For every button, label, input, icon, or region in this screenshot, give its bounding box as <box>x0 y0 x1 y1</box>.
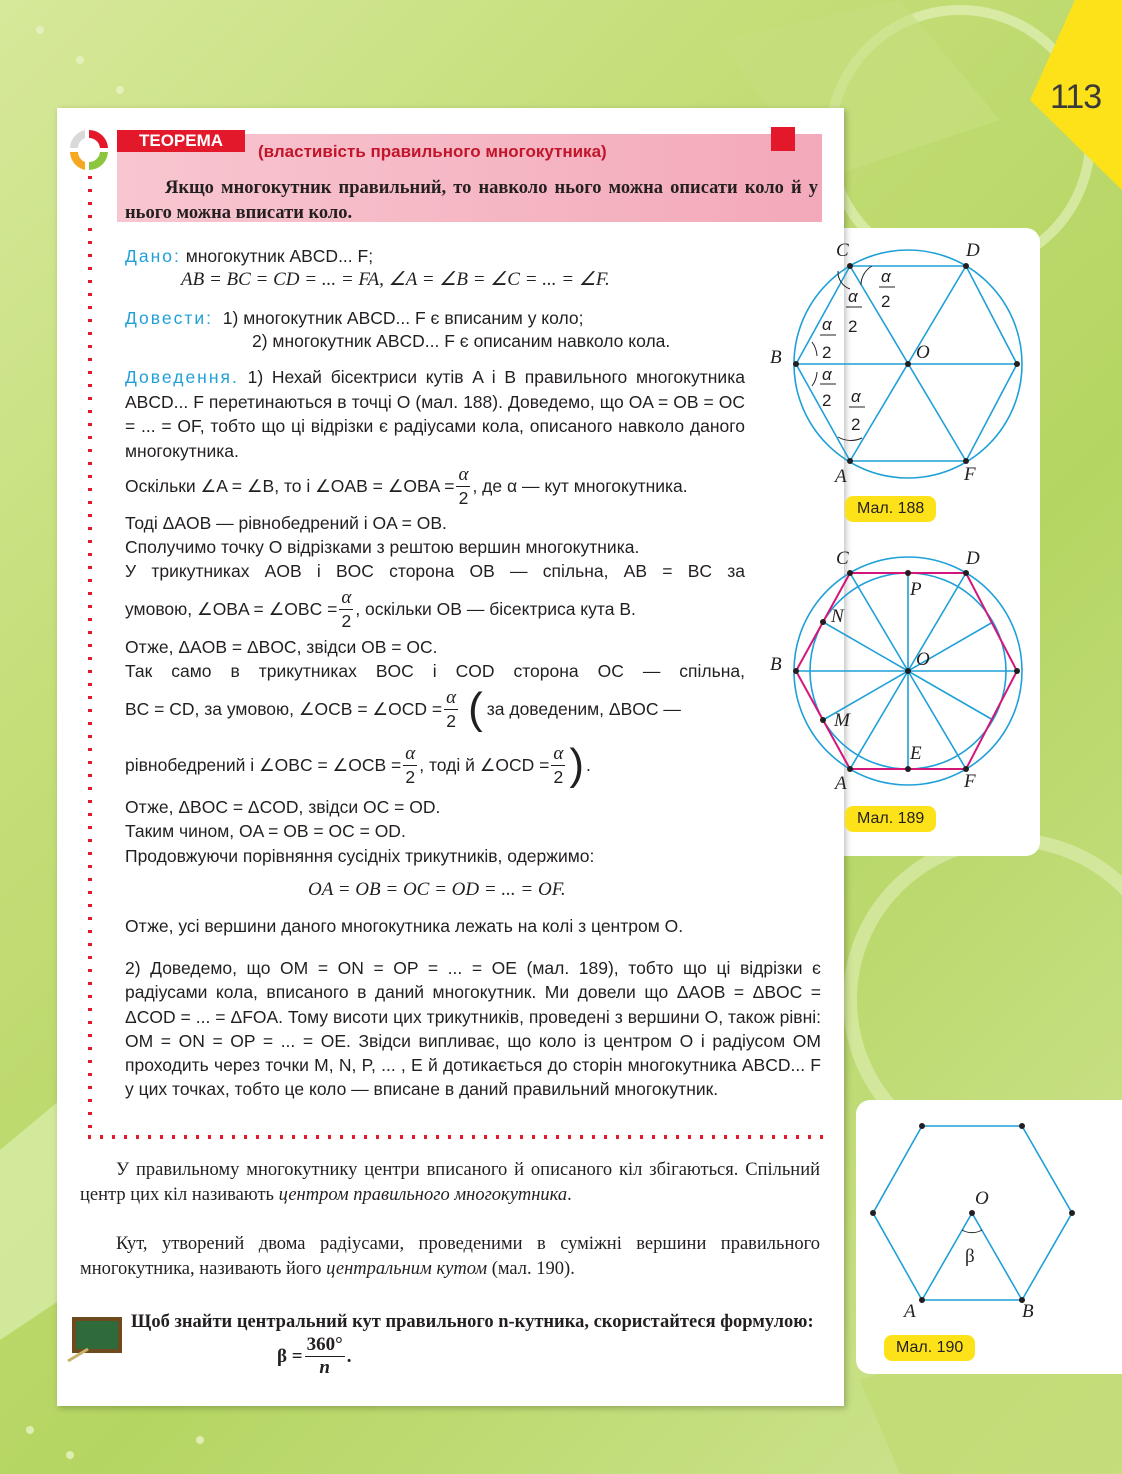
fig190-label-b: B <box>1022 1301 1034 1322</box>
fraction-den: 2 <box>553 766 564 787</box>
proof-then: Тоді ΔAOB — рівнобедрений і OA = OB. <box>125 513 447 533</box>
svg-text:2: 2 <box>848 317 858 336</box>
given-label: Дано: <box>125 246 181 266</box>
rule-formula <box>277 1334 351 1379</box>
svg-text:α: α <box>851 387 861 406</box>
proof-p1: 1) Нехай бісектриси кутів A і B правильного многокутника ABCD... F перетинаються в точці O (мал. 188). Доведемо, що OA = OB = OC = ... = OF, тобто що ці відрізки є радіусами кола, описаного навколо даного многокутника. <box>125 367 745 461</box>
chalkboard-icon <box>66 1313 126 1363</box>
proof-all-vertices: Отже, усі вершини даного многокутника лежать на колі з центром O. <box>125 916 684 936</box>
par2-end: (мал. 190). <box>487 1258 575 1279</box>
theorem-logo-icon <box>66 126 112 174</box>
fig189-label-e: E <box>910 743 922 764</box>
theorem-tag: ТЕОРЕМА <box>117 130 245 152</box>
fraction-den: 2 <box>341 610 352 631</box>
svg-text:2: 2 <box>881 292 891 311</box>
proof-hence-1: Отже, ΔAOB = ΔBOC, звідси OB = OC. <box>125 637 438 657</box>
par1-text: У правильному многокутнику центри вписаного й описаного кіл збігаються. Спільний центр цих кіл називають <box>80 1160 820 1205</box>
par2-text: Кут, утворений двома радіусами, проведеними в суміжні вершини правильного многокутника, називають його <box>80 1234 820 1279</box>
fig189-label-p: P <box>910 579 922 600</box>
proof-label: Доведення. <box>125 367 239 387</box>
fig188-label-a: A <box>835 466 847 487</box>
figure-190-drawing <box>860 1115 1090 1315</box>
fig189-label-o: O <box>916 649 930 670</box>
page-number: 113 <box>1050 78 1102 116</box>
figure-189-drawing <box>760 548 1050 798</box>
proof-iso-b: , тоді й ∠OCD = <box>419 755 550 775</box>
proof-bc-line <box>125 686 681 732</box>
proof-triangles: У трикутниках AOB і BOC сторона OB — спільна, AB = BC за <box>125 561 745 581</box>
fig189-caption: Мал. 189 <box>845 806 936 832</box>
proof-since-a: Оскільки ∠A = ∠B, то і ∠OAB = ∠OBA = <box>125 476 455 496</box>
paragraph-center <box>80 1158 820 1207</box>
fraction-alpha-2 <box>551 743 565 788</box>
given-line-1 <box>125 245 373 267</box>
fraction-num: α <box>553 742 564 764</box>
svg-text:α: α <box>822 315 832 334</box>
fig189-label-n: N <box>831 606 844 627</box>
dotted-border-horizontal <box>88 1135 824 1139</box>
fig188-label-c: C <box>836 240 849 261</box>
prove-label: Довести: <box>125 308 214 328</box>
fraction-alpha-2 <box>339 587 353 632</box>
dotted-border-vertical <box>88 176 92 1138</box>
proof-condition-line <box>125 586 636 632</box>
figure-188-drawing <box>760 238 1050 488</box>
proof-same: Так само в трикутниках BOC і COD сторона OC — спільна, <box>125 661 745 681</box>
proof-cond-b: , оскільки OB — бісектриса кута B. <box>355 599 636 619</box>
red-square-marker <box>771 127 795 151</box>
proof-part-2: 2) Доведемо, що OM = ON = OP = ... = OE (мал. 189), тобто що ці відрізки є радіусами кола, вписаного в даний многокутник. Ми довели що ΔAOB = ΔBOC = ΔCOD = ... = ΔFOA. Тому висоти цих трикутників, проведені з вершини O, також рівні: OM = ON = OP = ... = OE. Звідси випливає, що коло із центром O і радіусом OM проходить через точки M, N, P, ... , E й дотикається до сторін многокутника ABCD... F у цих точках, тобто це коло — вписане в даний правильний многокутник. <box>125 958 821 1100</box>
proof-thus: Таким чином, OA = OB = OC = OD. <box>125 821 406 841</box>
given-text-1: многокутник ABCD... F; <box>185 246 374 266</box>
proof-since-b: , де α — кут многокутника. <box>472 476 688 496</box>
fig188-caption: Мал. 188 <box>845 496 936 522</box>
paragraph-central-angle <box>80 1232 820 1281</box>
proof-hence-2: Отже, ΔBOC = ΔCOD, звідси OC = OD. <box>125 797 441 817</box>
fig190-label-beta: β <box>965 1246 975 1267</box>
proof-bc-a: BC = CD, за умовою, ∠OCB = ∠OCD = <box>125 699 443 719</box>
proof-iso-a: рівнобедрений і ∠OBC = ∠OCB = <box>125 755 402 775</box>
fig189-label-m: M <box>834 710 850 731</box>
fraction-den: 2 <box>405 766 416 787</box>
fraction-num: α <box>446 686 457 708</box>
proof-bc-b: за доведеним, ΔBOC — <box>486 699 681 719</box>
fraction-alpha-2 <box>403 743 417 788</box>
prove-line-1 <box>125 307 584 329</box>
par2-term: центральним кутом <box>326 1258 488 1279</box>
formula-den: n <box>319 1357 330 1378</box>
formula-beta: β = <box>277 1345 303 1367</box>
big-paren-open: ( <box>468 684 483 733</box>
fig188-label-f: F <box>964 464 976 485</box>
fig190-caption: Мал. 190 <box>884 1335 975 1361</box>
theorem-subtitle: (властивість правильного многокутника) <box>258 142 607 161</box>
fig188-label-o: O <box>916 342 930 363</box>
svg-text:2: 2 <box>822 391 832 410</box>
proof-iso-c: . <box>586 755 591 775</box>
fig188-label-b: B <box>770 347 782 368</box>
prove-text-1: 1) многокутник ABCD... F є вписаним у коло; <box>222 308 584 328</box>
svg-text:2: 2 <box>851 415 861 434</box>
proof-isosceles-line <box>125 742 591 788</box>
proof-part-1 <box>125 365 745 463</box>
given-line-2: AB = BC = CD = ... = FA, ∠A = ∠B = ∠C = ... = ∠F. <box>181 269 610 290</box>
proof-since-line <box>125 463 688 509</box>
fraction-alpha-2 <box>456 464 470 509</box>
theorem-statement: Якщо многокутник правильний, то навколо нього можна описати коло й у нього можна вписати коло. <box>125 178 818 223</box>
rule-text: Щоб знайти центральний кут правильного n-кутника, скористайтеся формулою: <box>131 1312 814 1332</box>
fig188-label-d: D <box>966 240 980 261</box>
proof-continue: Продовжуючи порівняння сусідніх трикутників, одержимо: <box>125 846 595 866</box>
par1-term: центром правильного многокутника <box>278 1184 568 1205</box>
formula-fraction <box>305 1334 345 1379</box>
fraction-den: 2 <box>446 710 456 731</box>
prove-line-2: 2) многокутник ABCD... F є описаним навколо кола. <box>252 331 671 351</box>
proof-cond-a: умовою, ∠OBA = ∠OBC = <box>125 599 338 619</box>
svg-text:2: 2 <box>822 343 832 362</box>
proof-join: Сполучимо точку O відрізками з рештою вершин многокутника. <box>125 537 640 557</box>
fraction-num: α <box>341 586 352 608</box>
fraction-num: α <box>405 742 416 764</box>
formula-num: 360° <box>306 1334 343 1355</box>
fig189-label-f: F <box>964 771 976 792</box>
svg-text:α: α <box>822 365 832 384</box>
svg-text:α: α <box>881 267 891 286</box>
fig189-label-d: D <box>966 548 980 569</box>
svg-text:α: α <box>848 287 858 306</box>
fraction-den: 2 <box>458 487 469 508</box>
par1-end: . <box>567 1184 572 1205</box>
proof-equation: OA = OB = OC = OD = ... = OF. <box>308 879 566 900</box>
fig189-label-a: A <box>835 773 847 794</box>
fraction-alpha-2 <box>444 687 458 732</box>
fig189-label-c: C <box>836 548 849 569</box>
formula-period: . <box>346 1345 352 1367</box>
fig190-label-o: O <box>975 1188 989 1209</box>
fig189-label-b: B <box>770 654 782 675</box>
fraction-num: α <box>458 463 469 485</box>
big-paren-close: ) <box>569 740 585 789</box>
fig190-label-a: A <box>904 1301 916 1322</box>
